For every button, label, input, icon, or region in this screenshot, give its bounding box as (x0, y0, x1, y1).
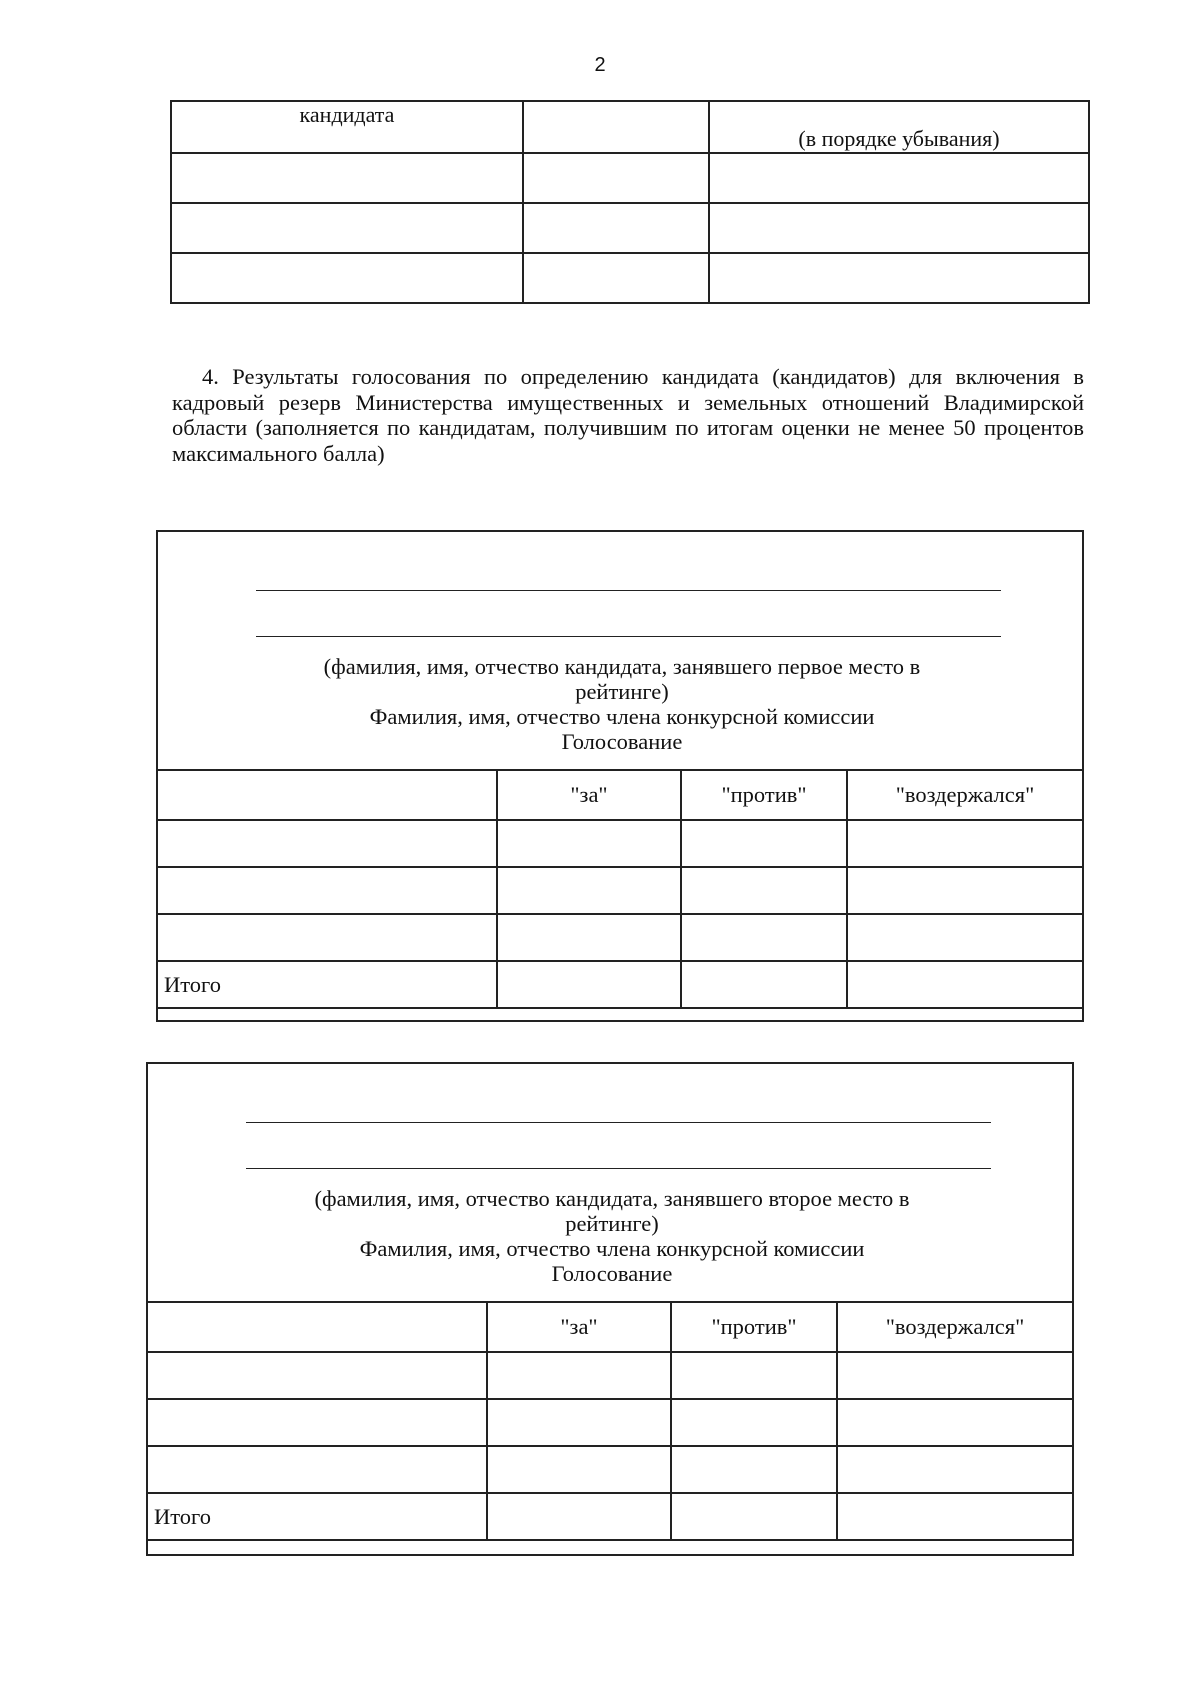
total-row (157, 961, 1083, 1008)
table-cell[interactable] (147, 1352, 487, 1399)
table-cell[interactable] (487, 1399, 671, 1446)
table-cell[interactable] (523, 253, 709, 303)
table-cell[interactable] (171, 153, 523, 203)
table-cell[interactable] (847, 914, 1083, 961)
table-cell[interactable] (671, 1446, 837, 1493)
member-label: Фамилия, имя, отчество члена конкурсной комиссии (369, 704, 875, 729)
voting-label: Голосование (561, 729, 683, 754)
header-against: "против" (681, 770, 847, 820)
header-middle (523, 101, 709, 153)
table-header-row (147, 1302, 1073, 1352)
table-row (147, 1399, 1073, 1446)
table-cell[interactable] (671, 1493, 837, 1540)
table-cell[interactable] (837, 1399, 1073, 1446)
table-cell[interactable] (681, 867, 847, 914)
table-cell[interactable] (497, 820, 681, 867)
table-cell[interactable] (847, 867, 1083, 914)
table-cell[interactable] (523, 153, 709, 203)
table-row (147, 1352, 1073, 1399)
table-cell[interactable] (157, 867, 497, 914)
table-cell[interactable] (837, 1352, 1073, 1399)
table-cell[interactable] (837, 1493, 1073, 1540)
section-4-text: 4. Результаты голосования по определению кандидата (кандидатов) для включения в кадровый резерв Министерства имущественных и земельных отношений Владимирской области (заполняется по кандидатам, получившим по итогам оценки не менее 50 процентов максимального балла) (172, 364, 1084, 466)
header-order: (в порядке убывания) (709, 101, 1089, 153)
table-cell[interactable] (671, 1352, 837, 1399)
table-cell[interactable] (847, 820, 1083, 867)
candidate-name-line[interactable] (256, 636, 1001, 637)
header-candidate: кандидата (171, 101, 523, 153)
vote-block-second-place (146, 1062, 1074, 1556)
table-cell[interactable] (171, 203, 523, 253)
table-row (147, 1446, 1073, 1493)
table-row (157, 914, 1083, 961)
vote-table (146, 1301, 1074, 1541)
header-member (157, 770, 497, 820)
table-header-row (157, 770, 1083, 820)
table-cell[interactable] (497, 961, 681, 1008)
table-row (171, 203, 1089, 253)
total-label: Итого (147, 1493, 487, 1540)
table-cell[interactable] (487, 1352, 671, 1399)
total-row (147, 1493, 1073, 1540)
table-cell[interactable] (171, 253, 523, 303)
header-member (147, 1302, 487, 1352)
table-row (171, 101, 1089, 153)
table-cell[interactable] (671, 1399, 837, 1446)
table-cell[interactable] (847, 961, 1083, 1008)
table-cell[interactable] (523, 203, 709, 253)
rating-table (170, 100, 1090, 304)
table-cell[interactable] (681, 820, 847, 867)
table-row (157, 820, 1083, 867)
table-cell[interactable] (147, 1446, 487, 1493)
candidate-name-line[interactable] (256, 590, 1001, 591)
candidate-name-line[interactable] (246, 1168, 991, 1169)
candidate-name-line[interactable] (246, 1122, 991, 1123)
table-row (157, 867, 1083, 914)
header-against: "против" (671, 1302, 837, 1352)
table-cell[interactable] (487, 1493, 671, 1540)
header-abstain: "воздержался" (847, 770, 1083, 820)
table-cell[interactable] (709, 203, 1089, 253)
vote-table (156, 769, 1084, 1009)
page-number: 2 (594, 54, 606, 76)
table-cell[interactable] (681, 914, 847, 961)
total-label: Итого (157, 961, 497, 1008)
candidate-caption: (фамилия, имя, отчество кандидата, занявшего первое место в рейтинге) (323, 654, 921, 704)
table-cell[interactable] (487, 1446, 671, 1493)
table-cell[interactable] (157, 820, 497, 867)
table-cell[interactable] (497, 867, 681, 914)
table-cell[interactable] (157, 914, 497, 961)
voting-label: Голосование (551, 1261, 673, 1286)
table-cell[interactable] (709, 153, 1089, 203)
vote-block-caption (158, 654, 1086, 754)
table-cell[interactable] (681, 961, 847, 1008)
table-cell[interactable] (147, 1399, 487, 1446)
table-cell[interactable] (497, 914, 681, 961)
vote-block-caption (148, 1186, 1076, 1286)
candidate-caption: (фамилия, имя, отчество кандидата, занявшего второе место в рейтинге) (314, 1186, 910, 1236)
vote-block-first-place (156, 530, 1084, 1022)
table-cell[interactable] (837, 1446, 1073, 1493)
table-row (171, 153, 1089, 203)
table-row (171, 253, 1089, 303)
member-label: Фамилия, имя, отчество члена конкурсной комиссии (359, 1236, 865, 1261)
header-for: "за" (487, 1302, 671, 1352)
section-4-paragraph (172, 364, 1084, 466)
header-for: "за" (497, 770, 681, 820)
header-abstain: "воздержался" (837, 1302, 1073, 1352)
table-cell[interactable] (709, 253, 1089, 303)
